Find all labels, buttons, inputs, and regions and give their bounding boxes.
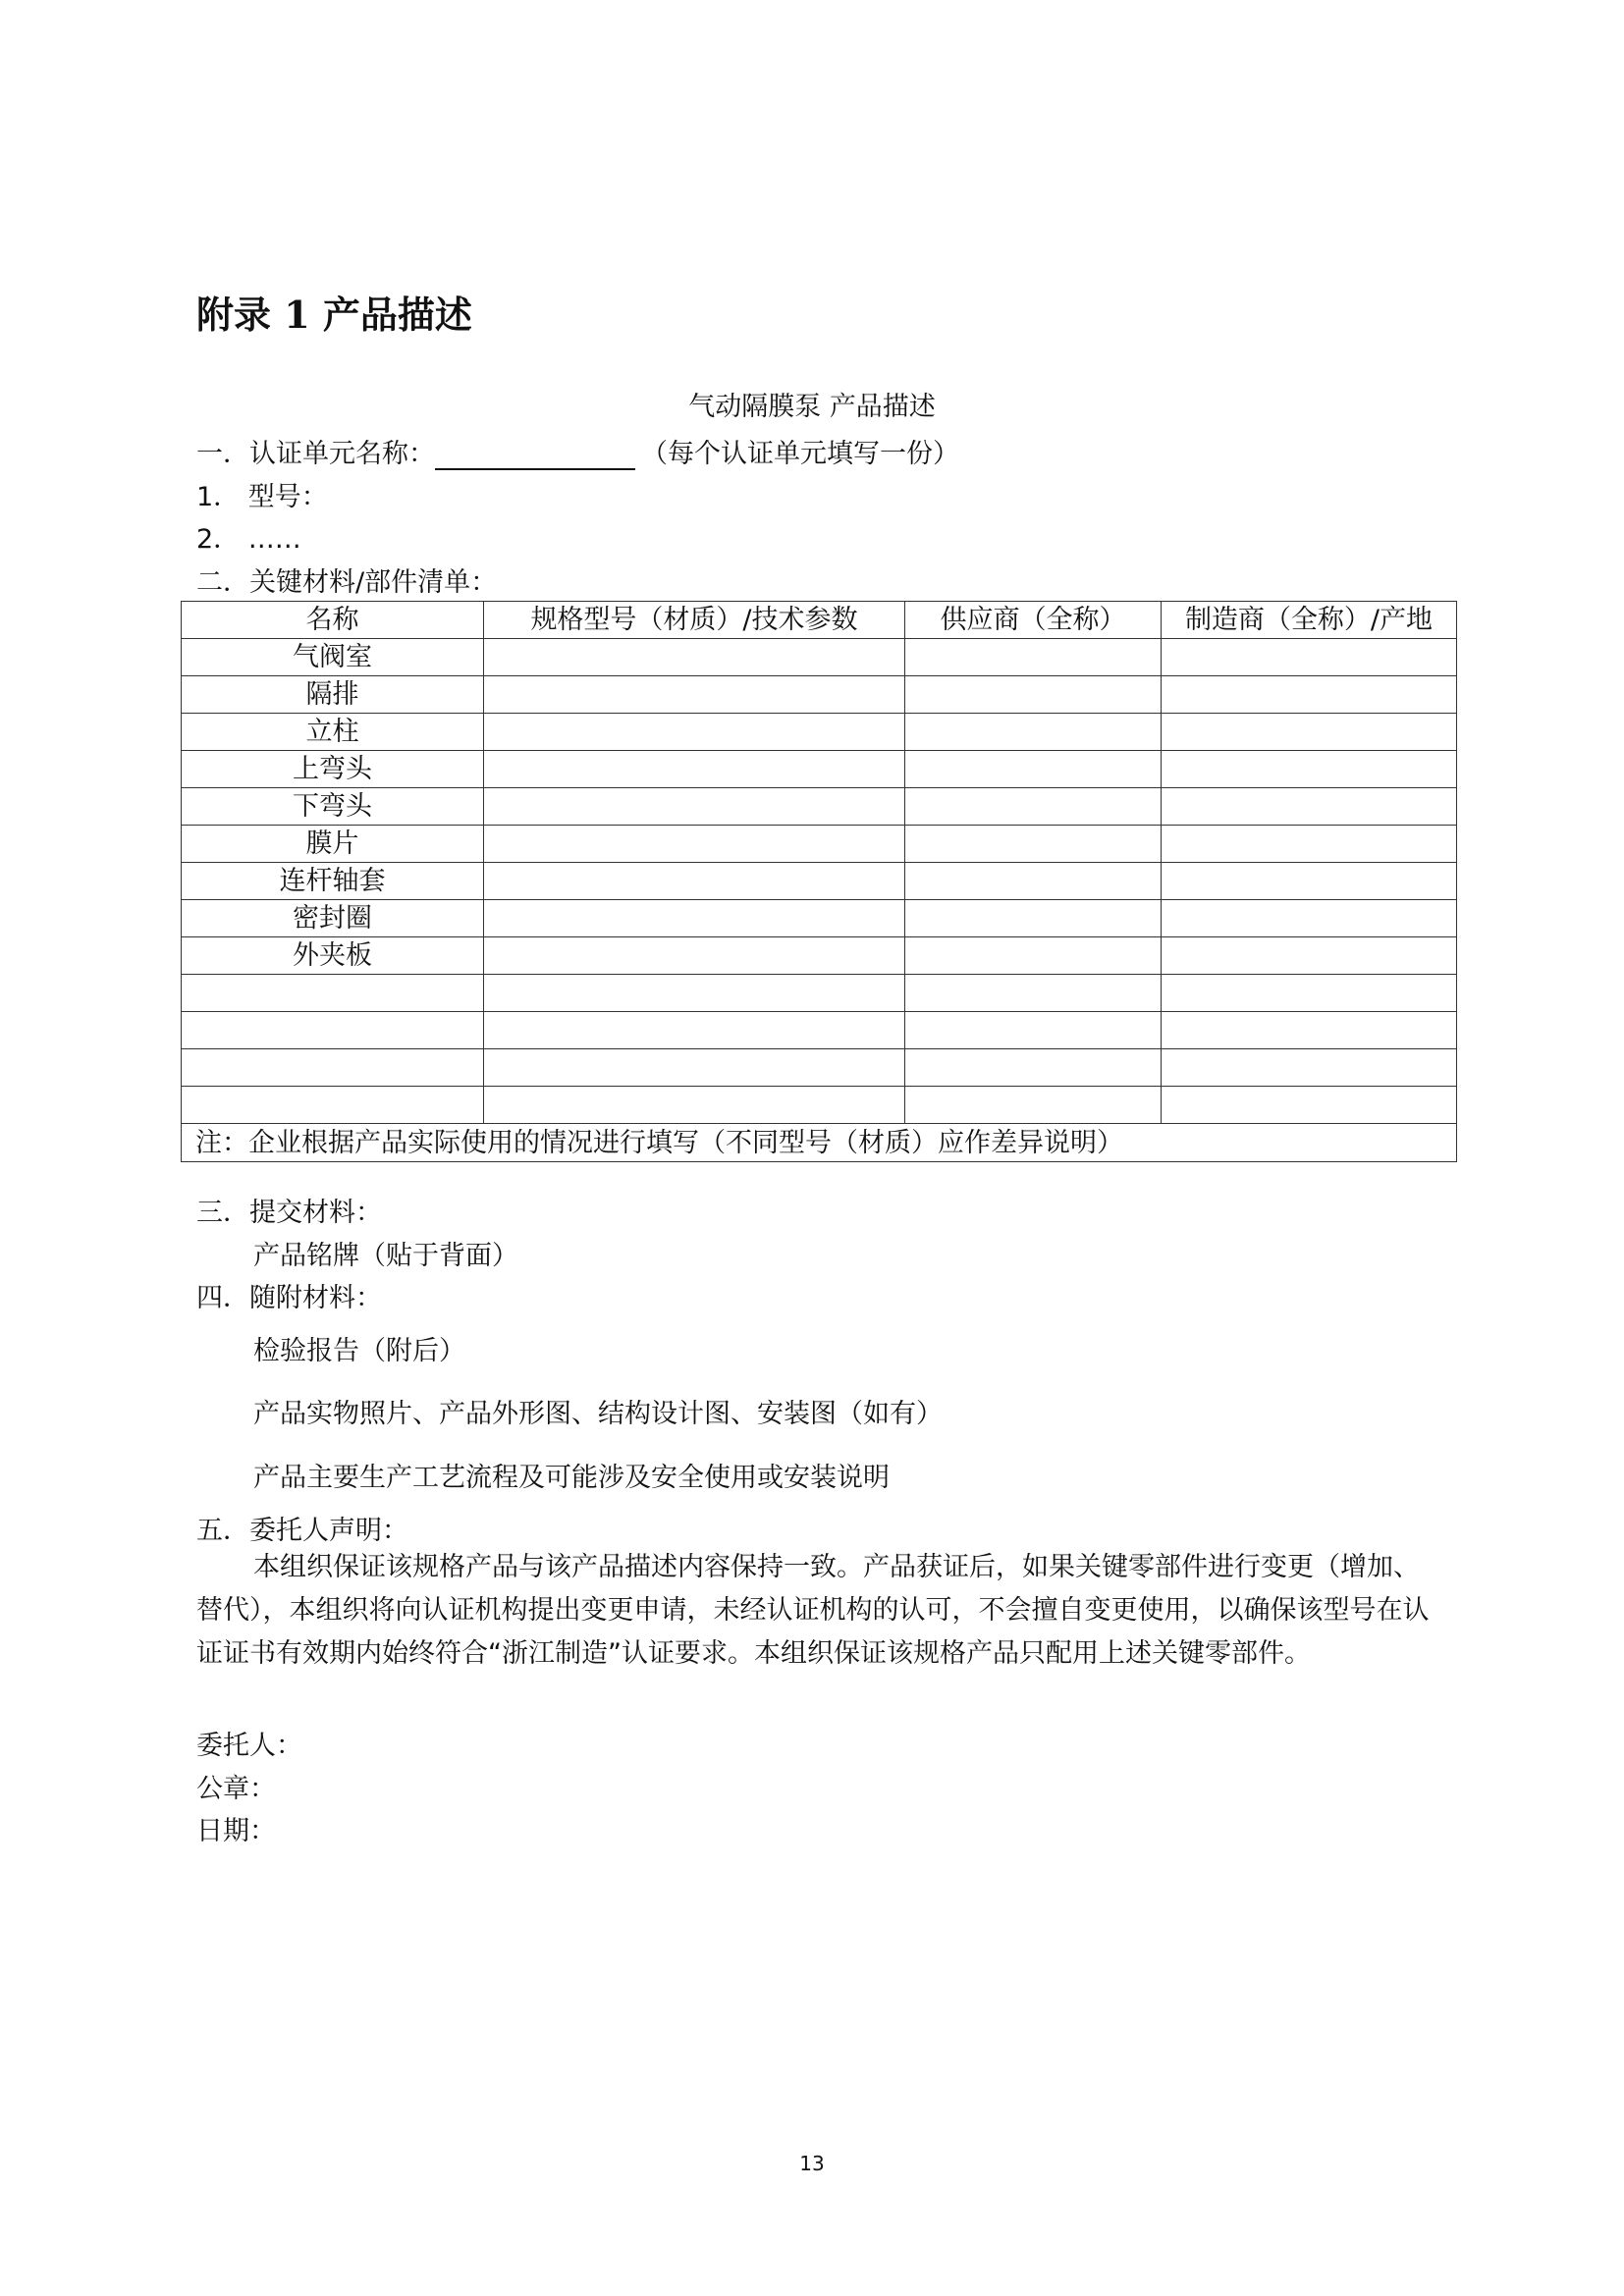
- table-note-row: [182, 1124, 1457, 1162]
- model-item: 1． 型号：: [196, 482, 328, 512]
- manufacturer-cell[interactable]: [1162, 900, 1457, 937]
- attached-material-item: 检验报告（附后）: [253, 1336, 465, 1366]
- spec-cell[interactable]: [484, 826, 905, 863]
- part-name-cell: 连杆轴套: [182, 863, 484, 900]
- key-parts-table: [181, 601, 1457, 1162]
- manufacturer-cell[interactable]: [1162, 1049, 1457, 1087]
- part-name-cell: 膜片: [182, 826, 484, 863]
- part-name-cell: 密封圈: [182, 900, 484, 937]
- model-item-more: 2． ……: [196, 524, 301, 555]
- part-name-cell: 上弯头: [182, 751, 484, 788]
- supplier-cell[interactable]: [905, 975, 1162, 1012]
- table-row: [182, 975, 1457, 1012]
- table-row: [182, 863, 1457, 900]
- spec-cell[interactable]: [484, 937, 905, 975]
- supplier-cell[interactable]: [905, 676, 1162, 714]
- header-supplier: 供应商（全称）: [905, 602, 1162, 639]
- spec-cell[interactable]: [484, 751, 905, 788]
- table-row: [182, 900, 1457, 937]
- supplier-cell[interactable]: [905, 751, 1162, 788]
- manufacturer-cell[interactable]: [1162, 676, 1457, 714]
- spec-cell[interactable]: [484, 788, 905, 826]
- part-name-cell: 外夹板: [182, 937, 484, 975]
- client-label: 委托人：: [196, 1731, 302, 1761]
- header-spec: 规格型号（材质）/技术参数: [484, 602, 905, 639]
- seal-label: 公章：: [196, 1774, 276, 1804]
- table-row: [182, 1087, 1457, 1124]
- table-row: [182, 1012, 1457, 1049]
- spec-cell[interactable]: [484, 1087, 905, 1124]
- manufacturer-cell[interactable]: [1162, 714, 1457, 751]
- spec-cell[interactable]: [484, 900, 905, 937]
- supplier-cell[interactable]: [905, 1049, 1162, 1087]
- supplier-cell[interactable]: [905, 788, 1162, 826]
- spec-cell[interactable]: [484, 1012, 905, 1049]
- part-name-cell: 立柱: [182, 714, 484, 751]
- supplier-cell[interactable]: [905, 639, 1162, 676]
- page-number: 13: [799, 2152, 825, 2175]
- table-row: [182, 1049, 1457, 1087]
- part-name-cell: [182, 975, 484, 1012]
- declaration-label: 五．委托人声明：: [196, 1516, 408, 1546]
- part-name-cell: [182, 1087, 484, 1124]
- supplier-cell[interactable]: [905, 863, 1162, 900]
- spec-cell[interactable]: [484, 639, 905, 676]
- header-manufacturer: 制造商（全称）/产地: [1162, 602, 1457, 639]
- table-row: [182, 937, 1457, 975]
- supplier-cell[interactable]: [905, 937, 1162, 975]
- manufacturer-cell[interactable]: [1162, 1087, 1457, 1124]
- part-name-cell: 气阀室: [182, 639, 484, 676]
- table-row: [182, 714, 1457, 751]
- spec-cell[interactable]: [484, 975, 905, 1012]
- table-row: [182, 826, 1457, 863]
- header-name: 名称: [182, 602, 484, 639]
- certification-unit-blank[interactable]: [435, 443, 635, 470]
- manufacturer-cell[interactable]: [1162, 1012, 1457, 1049]
- table-row: [182, 751, 1457, 788]
- appendix-heading: 附录 1 产品描述: [196, 293, 472, 337]
- certification-unit-label: 一．认证单元名称：: [196, 439, 435, 469]
- manufacturer-cell[interactable]: [1162, 937, 1457, 975]
- attached-material-item: 产品主要生产工艺流程及可能涉及安全使用或安装说明: [253, 1463, 890, 1493]
- manufacturer-cell[interactable]: [1162, 863, 1457, 900]
- table-row: [182, 676, 1457, 714]
- table-row: [182, 788, 1457, 826]
- attached-material-item: 产品实物照片、产品外形图、结构设计图、安装图（如有）: [253, 1399, 943, 1429]
- part-name-cell: [182, 1049, 484, 1087]
- supplier-cell[interactable]: [905, 826, 1162, 863]
- declaration-paragraph: 本组织保证该规格产品与该产品描述内容保持一致。产品获证后，如果关键零部件进行变更（增加、替代），本组织将向认证机构提出变更申请，未经认证机构的认可，不会擅自变更使用，以确保该型号在认证证书有效期内始终符合“浙江制造”认证要求。本组织保证该规格产品只配用上述关键零部件。: [196, 1552, 1430, 1669]
- part-name-cell: [182, 1012, 484, 1049]
- certification-unit-line: [196, 432, 959, 470]
- manufacturer-cell[interactable]: [1162, 639, 1457, 676]
- spec-cell[interactable]: [484, 714, 905, 751]
- table-row: [182, 639, 1457, 676]
- parts-list-label: 二．关键材料/部件清单：: [196, 567, 498, 598]
- manufacturer-cell[interactable]: [1162, 826, 1457, 863]
- part-name-cell: 下弯头: [182, 788, 484, 826]
- document-title: 气动隔膜泵 产品描述: [688, 392, 936, 422]
- supplier-cell[interactable]: [905, 1012, 1162, 1049]
- date-label: 日期：: [196, 1816, 276, 1846]
- table-note: 注：企业根据产品实际使用的情况进行填写（不同型号（材质）应作差异说明）: [182, 1124, 1457, 1162]
- spec-cell[interactable]: [484, 863, 905, 900]
- submission-materials-item: 产品铭牌（贴于背面）: [253, 1241, 518, 1271]
- manufacturer-cell[interactable]: [1162, 751, 1457, 788]
- supplier-cell[interactable]: [905, 1087, 1162, 1124]
- supplier-cell[interactable]: [905, 714, 1162, 751]
- manufacturer-cell[interactable]: [1162, 788, 1457, 826]
- part-name-cell: 隔排: [182, 676, 484, 714]
- certification-unit-note: （每个认证单元填写一份）: [641, 439, 959, 469]
- supplier-cell[interactable]: [905, 900, 1162, 937]
- submission-materials-label: 三．提交材料：: [196, 1198, 382, 1228]
- spec-cell[interactable]: [484, 676, 905, 714]
- manufacturer-cell[interactable]: [1162, 975, 1457, 1012]
- table-header-row: [182, 602, 1457, 639]
- spec-cell[interactable]: [484, 1049, 905, 1087]
- attached-materials-label: 四．随附材料：: [196, 1283, 382, 1313]
